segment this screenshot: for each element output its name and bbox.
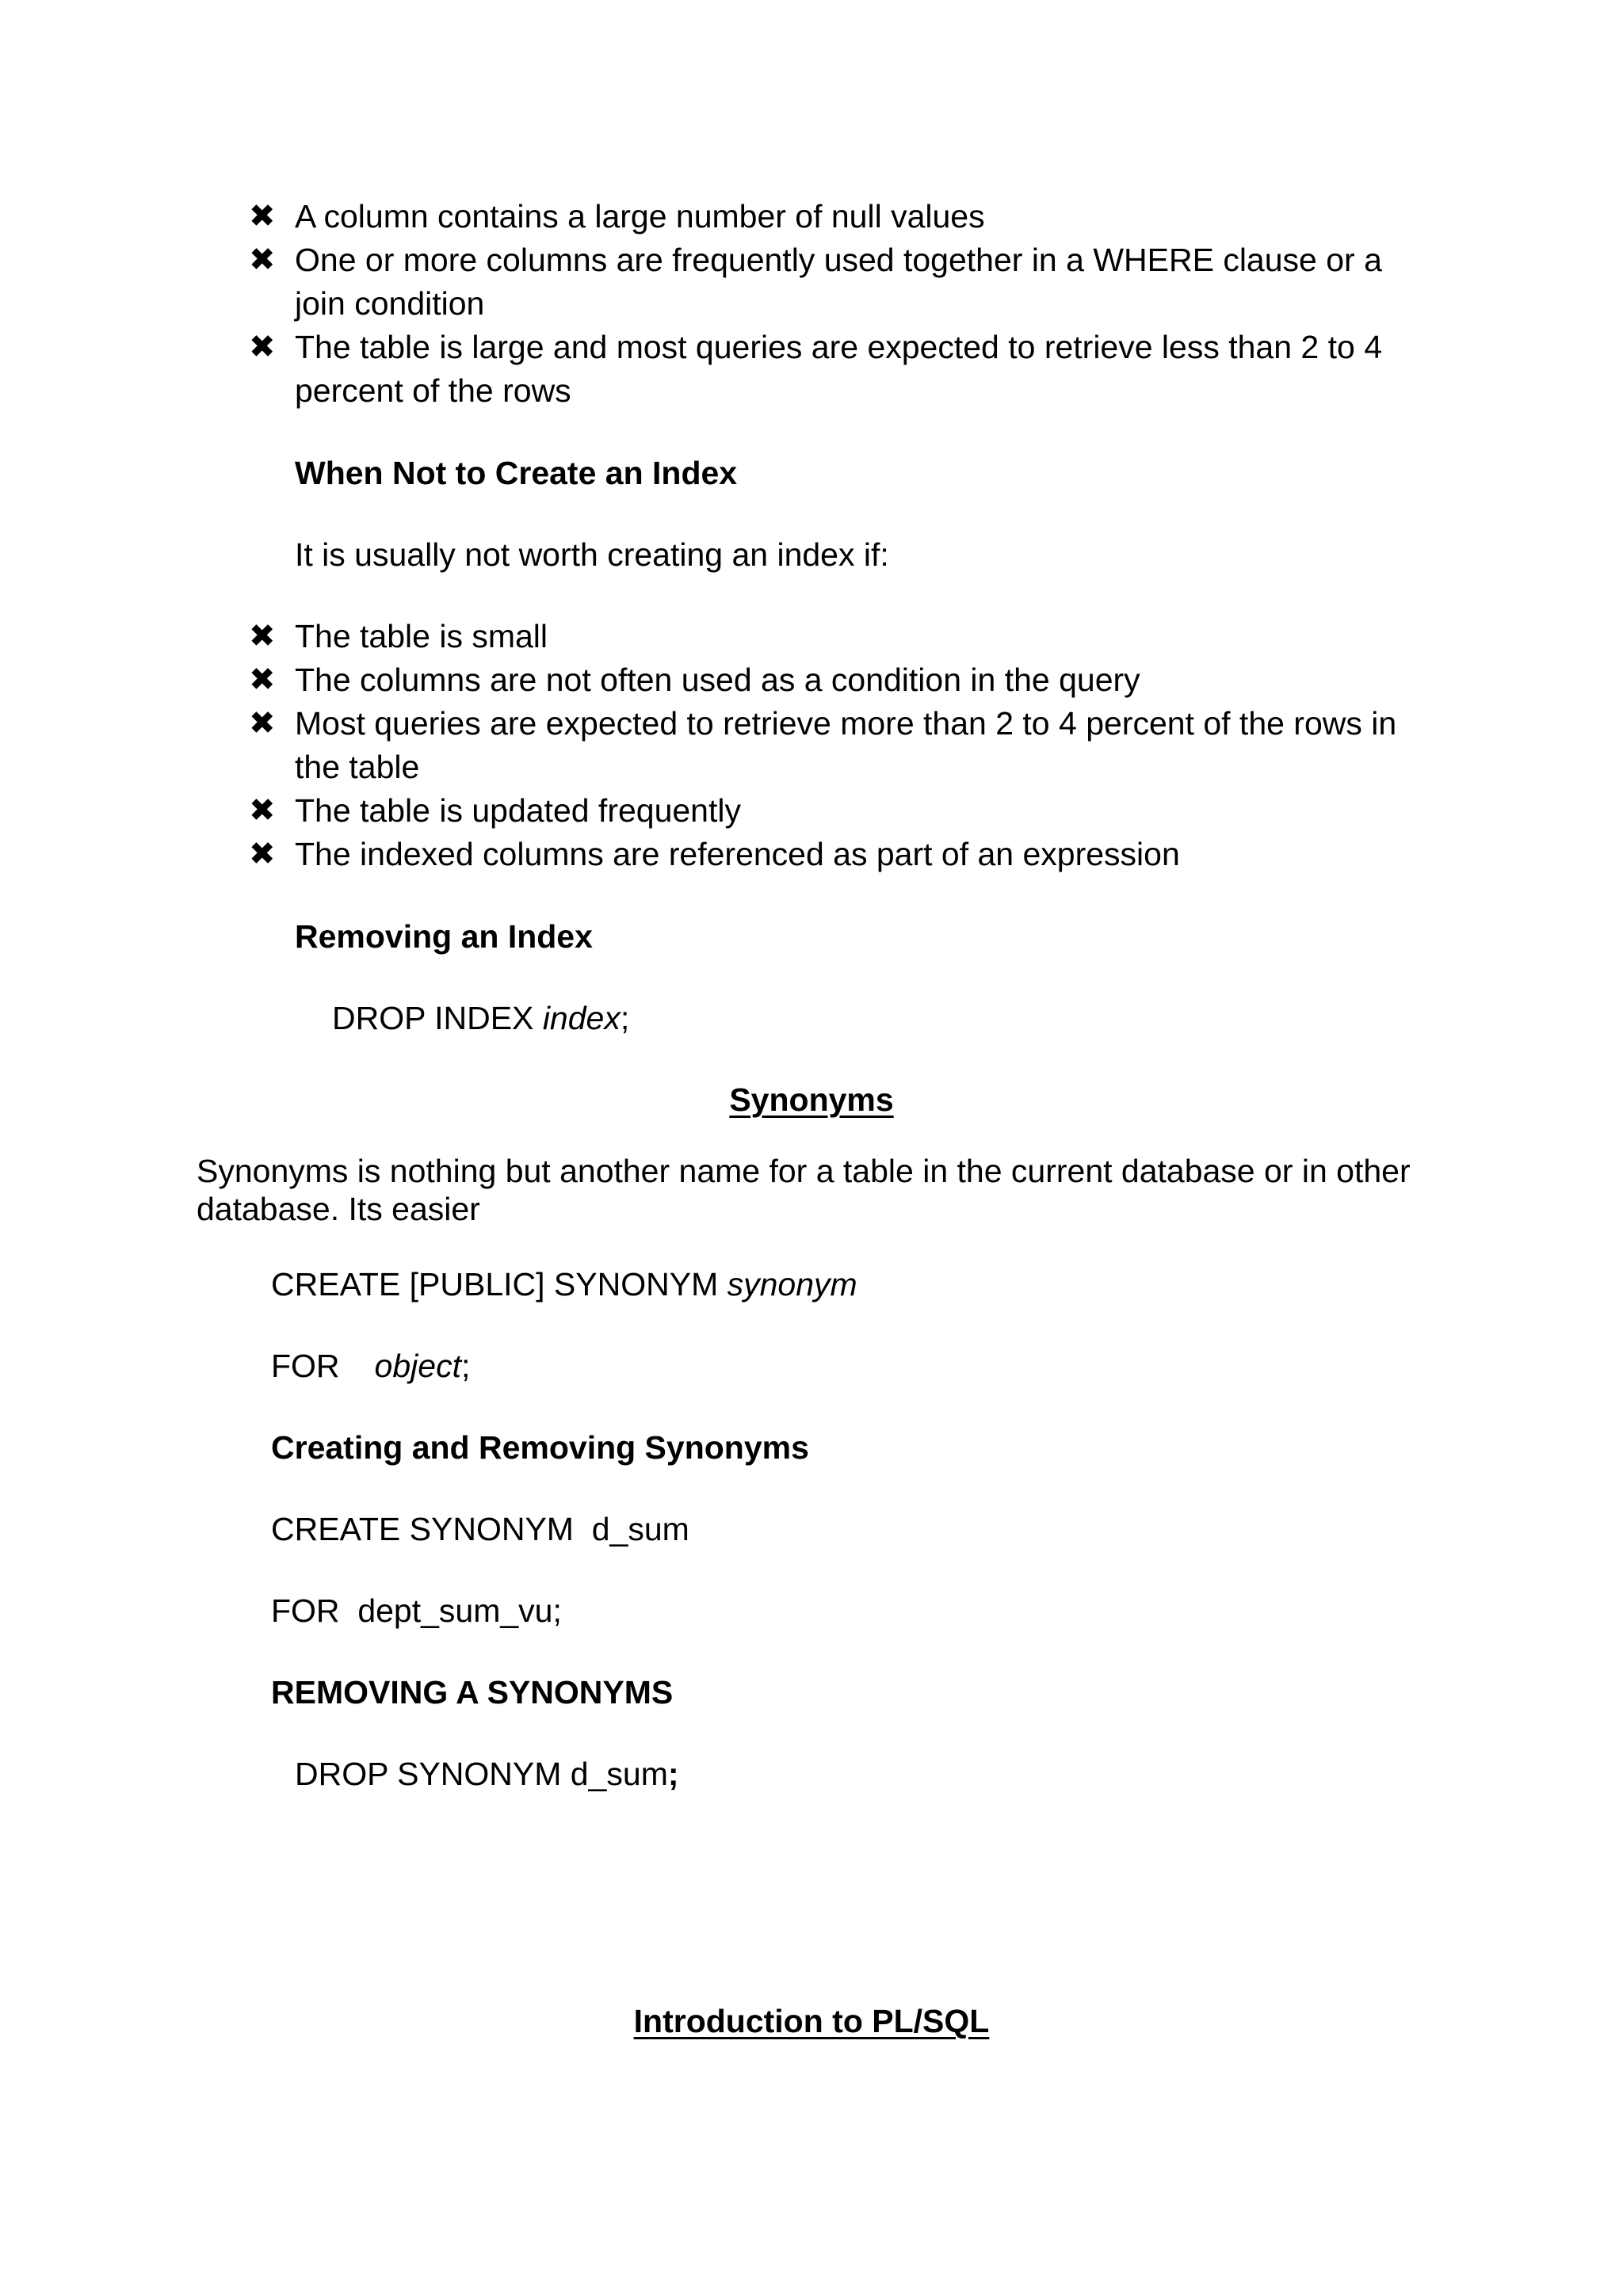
code-placeholder: synonym: [727, 1266, 857, 1302]
list-item: One or more columns are frequently used together in a WHERE clause or a: [295, 242, 1382, 278]
code-line: CREATE SYNONYM d_sum: [271, 1511, 689, 1547]
bullet-icon: ✖: [249, 242, 276, 277]
page-section-title: Introduction to PL/SQL: [633, 2003, 990, 2039]
paragraph: It is usually not worth creating an index if:: [295, 536, 889, 573]
code-keyword: FOR: [271, 1348, 340, 1384]
section-heading: Creating and Removing Synonyms: [271, 1429, 809, 1466]
code-line: [295, 1753, 679, 1795]
list-item: The table is large and most queries are expected to retrieve less than 2 to 4: [295, 329, 1382, 365]
section-heading: REMOVING A SYNONYMS: [271, 1674, 674, 1711]
bullet-icon: ✖: [249, 837, 276, 871]
bullet-icon: ✖: [249, 706, 276, 741]
code-terminator: ;: [620, 1000, 630, 1036]
paragraph-continuation: database. Its easier: [197, 1191, 480, 1227]
code-terminator: ;: [460, 1348, 471, 1384]
paragraph: Synonyms is nothing but another name for a table in the current database or in other: [197, 1153, 1411, 1189]
bullet-icon: ✖: [249, 199, 276, 234]
code-keyword: CREATE [PUBLIC] SYNONYM: [271, 1266, 727, 1302]
list-item: The indexed columns are referenced as part of an expression: [295, 836, 1180, 872]
bullet-icon: ✖: [249, 662, 276, 697]
bullet-icon: ✖: [249, 793, 276, 828]
bullet-icon: ✖: [249, 330, 276, 364]
section-heading: Removing an Index: [295, 918, 593, 955]
list-item: Most queries are expected to retrieve more than 2 to 4 percent of the rows in: [295, 705, 1397, 742]
code-line: [271, 1263, 857, 1306]
code-terminator: ;: [667, 1756, 679, 1792]
list-item-continuation: percent of the rows: [295, 372, 571, 409]
code-text: DROP SYNONYM d_sum: [295, 1756, 668, 1792]
code-line: [271, 1344, 470, 1387]
code-keyword: DROP INDEX: [332, 1000, 543, 1036]
bullet-icon: ✖: [249, 619, 276, 654]
list-item: The columns are not often used as a condition in the query: [295, 662, 1140, 698]
code-placeholder: object: [374, 1348, 461, 1384]
list-item: The table is small: [295, 618, 548, 654]
list-item: A column contains a large number of null values: [295, 198, 985, 235]
code-line: [332, 997, 629, 1039]
page-section-title: Synonyms: [729, 1081, 894, 1118]
list-item-continuation: the table: [295, 749, 420, 785]
code-placeholder: index: [542, 1000, 621, 1036]
list-item-continuation: join condition: [295, 285, 485, 322]
section-heading: When Not to Create an Index: [295, 455, 738, 491]
list-item: The table is updated frequently: [295, 792, 741, 829]
code-line: FOR dept_sum_vu;: [271, 1592, 562, 1629]
